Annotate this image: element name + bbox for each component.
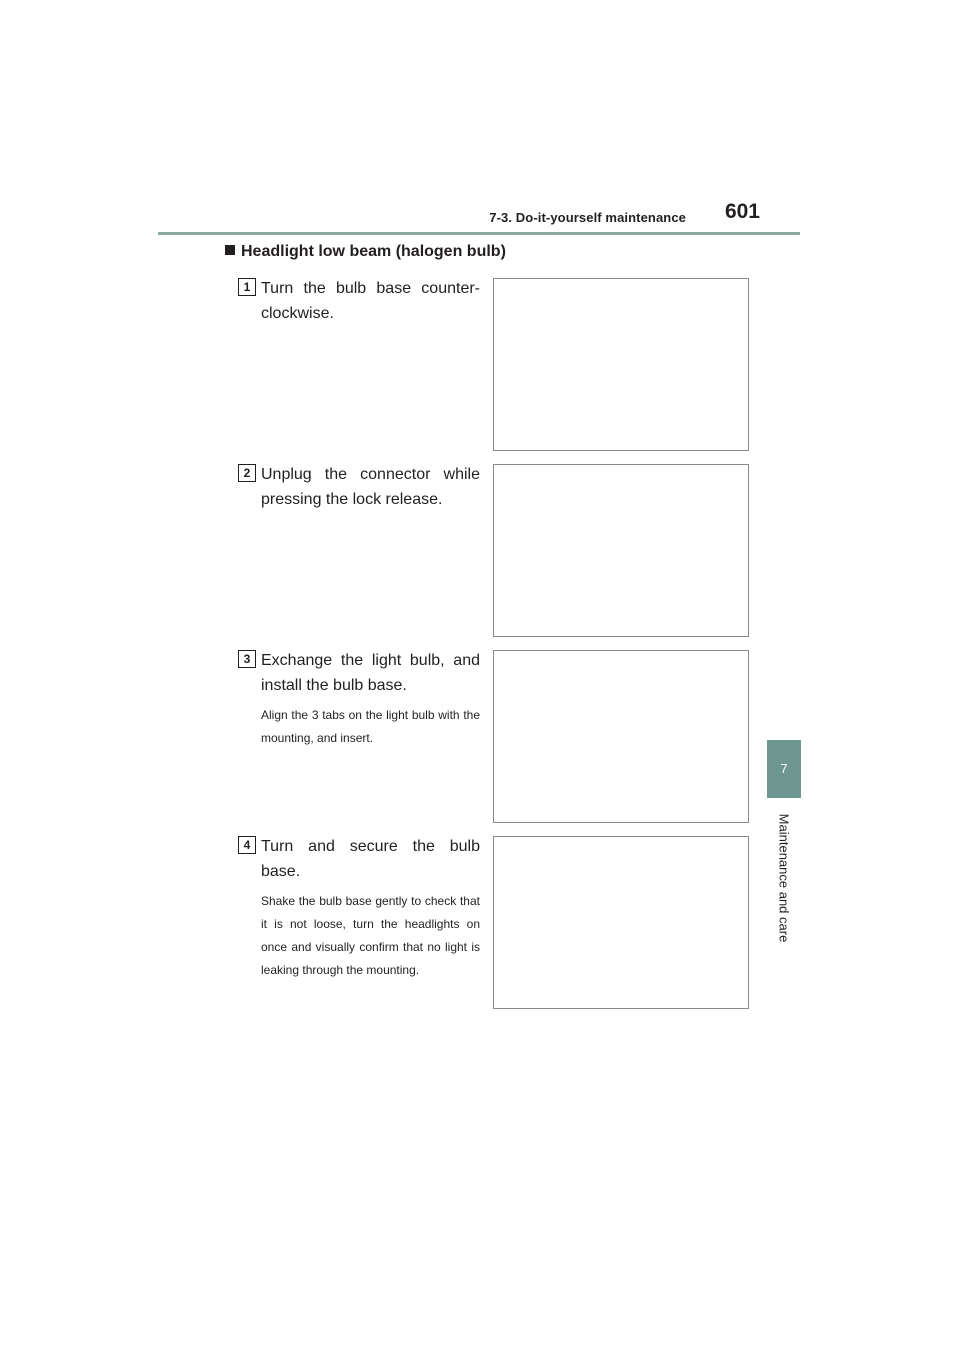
chapter-tab xyxy=(767,740,801,798)
step-text: Exchange the light bulb, and install the bulb base. xyxy=(261,652,480,694)
step-3-illustration xyxy=(493,650,749,823)
step-note: Shake the bulb base gently to check that it is not loose, turn the headlights on once and visually confirm that no light is leaking through the mounting. xyxy=(261,894,480,977)
step-1 xyxy=(238,276,480,326)
step-1-illustration xyxy=(493,278,749,451)
square-bullet-icon xyxy=(225,245,235,255)
step-text: Unplug the connector while pressing the lock release. xyxy=(261,466,480,508)
step-number-badge: 3 xyxy=(238,650,256,668)
step-number-badge: 2 xyxy=(238,464,256,482)
step-text: Turn and secure the bulb base. xyxy=(261,838,480,880)
step-2 xyxy=(238,462,480,512)
chapter-number: 7 xyxy=(780,761,788,776)
chapter-title: Maintenance and care xyxy=(776,813,792,943)
page-number: 601 xyxy=(724,200,760,223)
step-number-badge: 4 xyxy=(238,836,256,854)
step-4-illustration xyxy=(493,836,749,1009)
subheading-text: Headlight low beam (halogen bulb) xyxy=(241,243,506,260)
section-title: 7-3. Do-it-yourself maintenance xyxy=(489,210,686,225)
step-note: Align the 3 tabs on the light bulb with the mounting, and insert. xyxy=(261,708,480,745)
step-2-illustration xyxy=(493,464,749,637)
step-number-badge: 1 xyxy=(238,278,256,296)
step-text: Turn the bulb base counter-clockwise. xyxy=(261,280,480,322)
step-3 xyxy=(238,648,480,750)
page-header xyxy=(158,198,800,238)
subheading xyxy=(225,243,506,261)
header-rule xyxy=(158,232,800,235)
step-4 xyxy=(238,834,480,982)
